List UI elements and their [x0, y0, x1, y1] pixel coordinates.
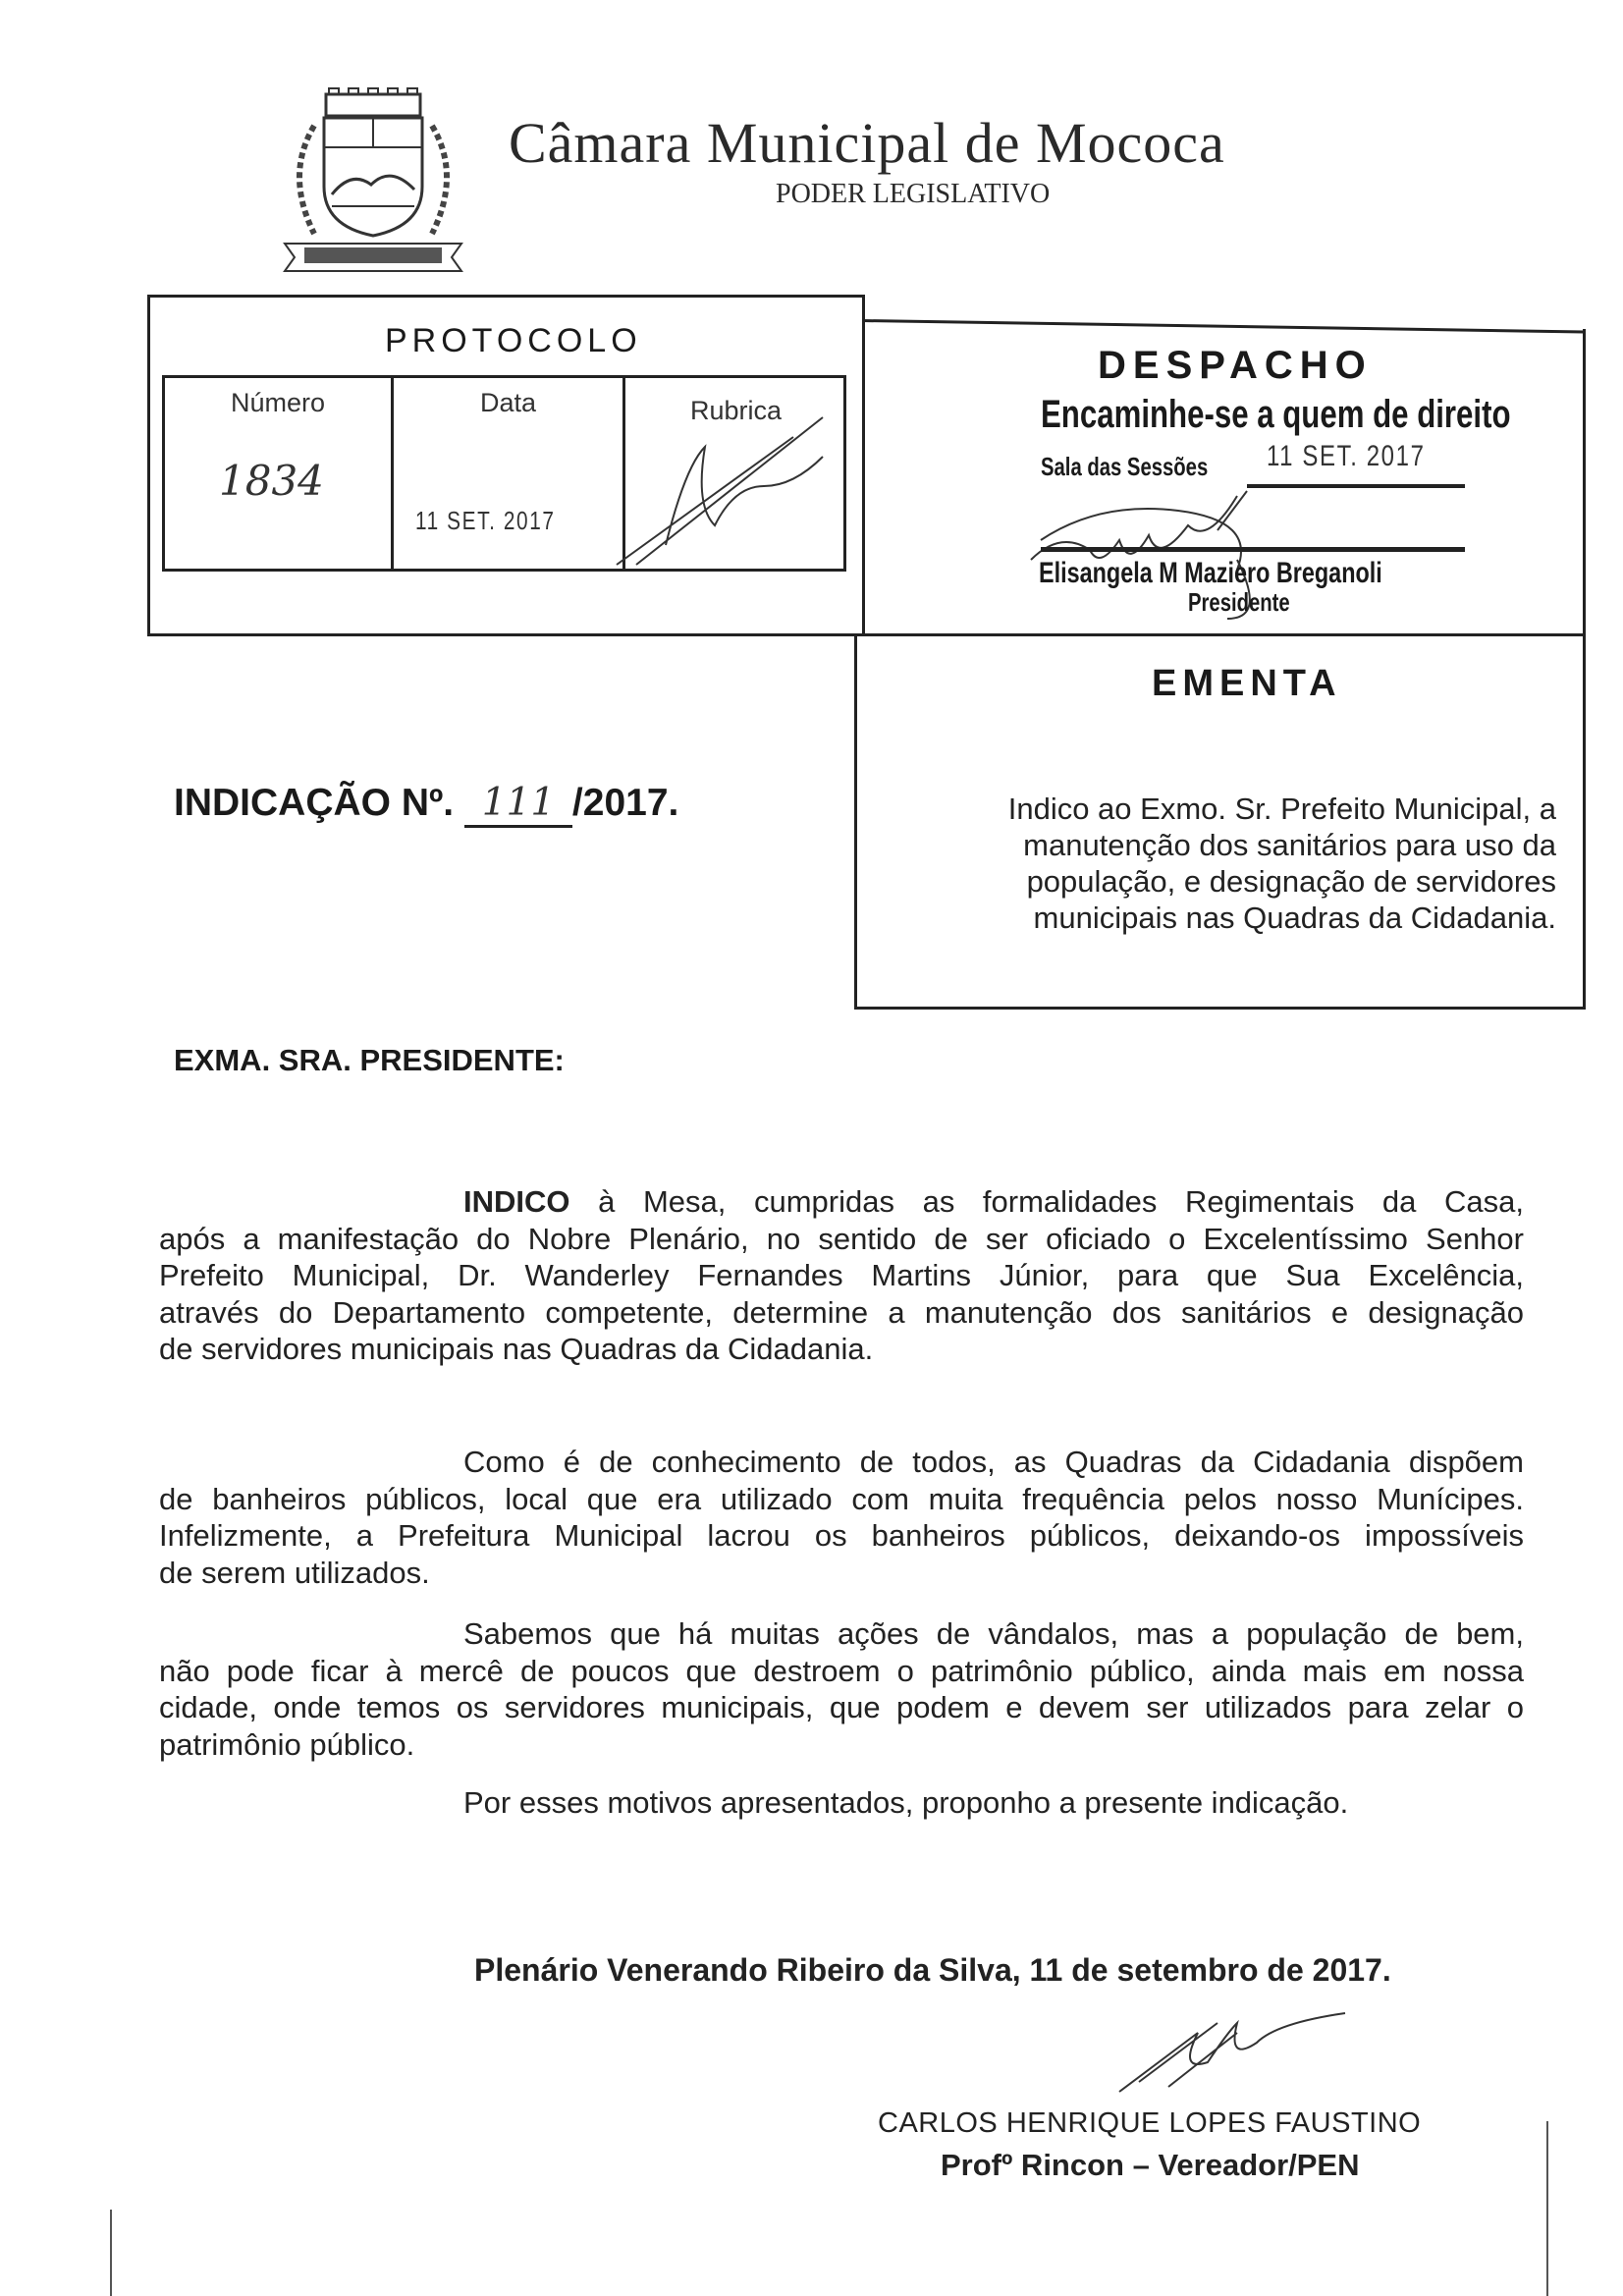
numero-header: Número: [230, 388, 326, 417]
rubrica-header: Rubrica: [689, 396, 783, 425]
frame-top-left: [147, 295, 862, 298]
p3-line-3: patrimônio público.: [159, 1726, 415, 1762]
despacho-role: Presidente: [1188, 587, 1290, 617]
p1-line-0: INDICO à Mesa, cumpridas as formalidades Regimentais da Casa,: [463, 1184, 1524, 1219]
body-paragraph-1: [159, 1183, 1524, 1368]
p1-line-1: após a manifestação do Nobre Plenário, no sentido de ser oficiado o Excelentíssimo Senhor: [159, 1221, 1524, 1256]
indicacao-handwritten-number: 111: [464, 781, 572, 828]
p2-line-3: de serem utilizados.: [159, 1555, 430, 1590]
salutation: EXMA. SRA. PRESIDENTE:: [174, 1043, 565, 1077]
despacho-heading: DESPACHO: [1098, 344, 1373, 387]
p3-line-0: Sabemos que há muitas ações de vândalos, mas a população de bem,: [463, 1616, 1524, 1651]
p2-line-2: Infelizmente, a Prefeitura Municipal lacrou os banheiros públicos, deixando-os impossíveis: [159, 1518, 1524, 1553]
councilor-signature: [1109, 2003, 1355, 2102]
despacho-signer: Elisangela M Maziero Breganoli: [1039, 557, 1382, 589]
councilor-name: CARLOS HENRIQUE LOPES FAUSTINO: [878, 2107, 1422, 2139]
institution-title: Câmara Municipal de Mococa: [509, 111, 1225, 175]
p4-line: Por esses motivos apresentados, proponho a presente indicação.: [463, 1785, 1349, 1820]
indicacao-suffix: /2017.: [571, 782, 679, 824]
ementa-left: [854, 633, 857, 1009]
frame-divider: [862, 295, 865, 633]
frame-right: [1583, 329, 1586, 1007]
signature-line: [1041, 547, 1465, 552]
indico-keyword: INDICO: [463, 1184, 570, 1219]
despacho-text: Encaminhe-se a quem de direito: [1041, 393, 1511, 436]
indicacao-prefix: INDICAÇÃO Nº.: [174, 782, 455, 824]
sala-date-stamp: 11 SET. 2017: [1267, 440, 1426, 472]
frame-middle: [147, 633, 1584, 636]
p1-line-4: de servidores municipais nas Quadras da Cidadania.: [159, 1332, 874, 1366]
indicacao-number: [174, 781, 678, 828]
scan-edge-right: [1546, 2121, 1548, 2296]
frame-left: [147, 295, 150, 633]
scan-edge-left: [110, 2210, 112, 2296]
data-stamp: 11 SET. 2017: [415, 506, 556, 535]
rubrica-signature: [597, 398, 852, 574]
protocolo-heading: PROTOCOLO: [385, 322, 642, 359]
institution-subtitle: PODER LEGISLATIVO: [776, 179, 1051, 209]
p3-line-2: cidade, onde temos os servidores municipais, que podem e devem ser utilizados para zelar o: [159, 1690, 1524, 1724]
place-date: Plenário Venerando Ribeiro da Silva, 11 de setembro de 2017.: [474, 1952, 1391, 1988]
protocolo-table: [162, 375, 846, 572]
ementa-bottom: [854, 1007, 1586, 1010]
data-header: Data: [479, 388, 537, 417]
coat-of-arms-logo: [275, 86, 471, 275]
sala-label: Sala das Sessões: [1041, 452, 1209, 481]
p1-line-2: Prefeito Municipal, Dr. Wanderley Fernandes Martins Júnior, para que Sua Excelência,: [159, 1258, 1524, 1292]
body-paragraph-3: [159, 1615, 1524, 1763]
numero-value: 1834: [219, 457, 324, 505]
p1-line-3: através do Departamento competente, determine a manutenção dos sanitários e designação: [159, 1294, 1524, 1330]
ementa-text: Indico ao Exmo. Sr. Prefeito Municipal, a manutenção dos sanitários para uso da população, e designação de servidores municipais nas Quadras da Cidadania.: [1007, 792, 1556, 935]
councilor-title: Profº Rincon – Vereador/PEN: [941, 2148, 1360, 2182]
body-paragraph-2: [159, 1444, 1524, 1591]
body-paragraph-4: [159, 1784, 1524, 1822]
p2-line-1: de banheiros públicos, local que era utilizado com muita frequência pelos nosso Munícipes.: [159, 1481, 1524, 1516]
frame-top-right: [862, 319, 1584, 334]
p2-line-0: Como é de conhecimento de todos, as Quadras da Cidadania dispõem: [463, 1445, 1524, 1479]
p3-line-1: não pode ficar à mercê de poucos que destroem o patrimônio público, ainda mais em nossa: [159, 1653, 1524, 1688]
ementa-heading: EMENTA: [1152, 663, 1342, 704]
